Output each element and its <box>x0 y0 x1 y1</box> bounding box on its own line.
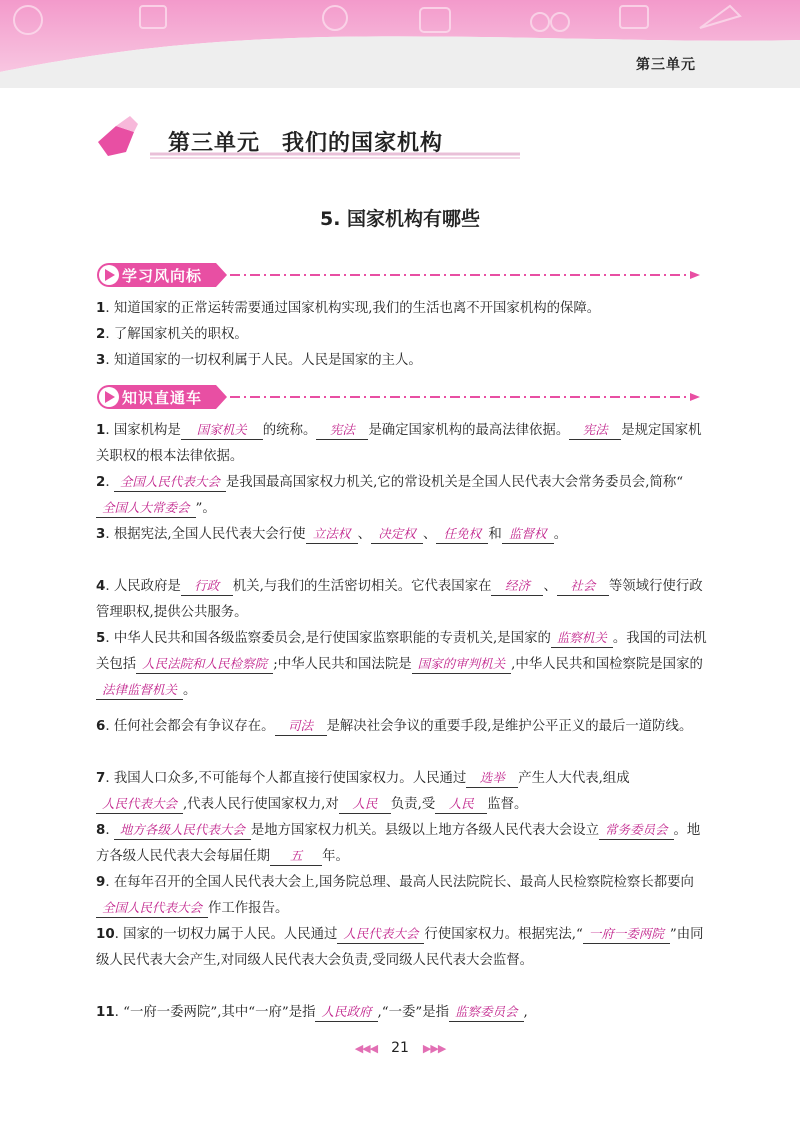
objective-3: 3. 知道国家的一切权利属于人民。人民是国家的主人。 <box>96 353 422 368</box>
unit-title-block <box>90 112 530 162</box>
answer-blank: 五 <box>270 847 322 866</box>
dash-arrow-line <box>230 270 700 280</box>
question-4: 4. 人民政府是 行政 机关,与我们的生活密切相关。它代表国家在 经济 、 社会 等领域行使行政管理职权,提供公共服务。 <box>96 578 703 620</box>
answer-blank: 国家机关 <box>181 421 263 440</box>
answer-blank: 人民法院和人民检察院 <box>136 655 273 674</box>
objective-2: 2. 了解国家机关的职权。 <box>96 327 248 342</box>
section-objectives <box>96 262 708 288</box>
answer-blank: 人民政府 <box>315 1003 377 1022</box>
unit-label: 第三单元 <box>168 131 261 156</box>
answer-blank: 国家的审判机关 <box>412 655 512 674</box>
question-6: 6. 任何社会都会有争议存在。 司法 是解决社会争议的重要手段,是维护公平正义的最后一道防线。 <box>96 718 693 734</box>
answer-blank: 任免权 <box>436 525 488 544</box>
answer-blank: 经济 <box>491 577 543 596</box>
question-3: 3. 根据宪法,全国人民代表大会行使 立法权 、 决定权 、 任免权 和 监督权 。 <box>96 526 568 542</box>
answer-blank: 人民代表大会 <box>96 795 183 814</box>
answer-blank: 选举 <box>466 769 518 788</box>
question-1: 1. 国家机构是 国家机关 的统称。 宪法 是确定国家机构的最高法律依据。 宪法 是规定国家机关职权的根本法律依据。 <box>96 422 702 464</box>
objective-1: 1. 知道国家的正常运转需要通过国家机构实现,我们的生活也离不开国家机构的保障。 <box>96 301 601 316</box>
answer-blank: 监察机关 <box>551 629 613 648</box>
unit-name: 我们的国家机构 <box>282 131 444 156</box>
answer-blank: 行政 <box>181 577 233 596</box>
answer-blank: 监督权 <box>502 525 554 544</box>
section-title: 学习风向标 <box>122 267 203 285</box>
answer-blank: 全国人民代表大会 <box>114 473 226 492</box>
answer-blank: 法律监督机关 <box>96 681 183 700</box>
answer-blank: 司法 <box>275 717 327 736</box>
dash-arrow-line <box>230 392 700 402</box>
next-arrows-icon: ▶▶▶ <box>422 1042 446 1055</box>
answer-blank: 社会 <box>557 577 609 596</box>
answer-blank: 一府一委两院 <box>583 925 670 944</box>
answer-blank: 全国人大常委会 <box>96 499 196 518</box>
page-footer <box>0 1040 800 1056</box>
answer-blank: 人民 <box>435 795 487 814</box>
answer-blank: 人民代表大会 <box>337 925 424 944</box>
answer-blank: 宪法 <box>316 421 368 440</box>
question-10: 10. 国家的一切权力属于人民。人民通过 人民代表大会 行使国家权力。根据宪法,“ 一府一委两院 ”由同级人民代表大会产生,对同级人民代表大会负责,受同级人民代表大会监督。 <box>96 926 704 968</box>
question-7: 7. 我国人口众多,不可能每个人都直接行使国家权力。人民通过 选举 产生人大代表,组成人民代表大会 ,代表人民行使国家权力,对 人民 负责,受 人民 监督。 <box>96 770 630 812</box>
question-11: 11. “一府一委两院”,其中“一府”是指 人民政府 ,“一委”是指 监察委员会 , <box>96 1004 528 1020</box>
answer-blank: 全国人民代表大会 <box>96 899 208 918</box>
answer-blank: 地方各级人民代表大会 <box>114 821 251 840</box>
answer-blank: 常务委员会 <box>599 821 674 840</box>
answer-blank: 决定权 <box>371 525 423 544</box>
section-knowledge <box>96 384 708 410</box>
question-8: 8. 地方各级人民代表大会 是地方国家权力机关。县级以上地方各级人民代表大会设立 常务委员会 。地方各级人民代表大会每届任期 五 年。 <box>96 822 701 864</box>
answer-blank: 宪法 <box>569 421 621 440</box>
section-title: 知识直通车 <box>122 389 203 407</box>
header-banner <box>0 0 800 88</box>
answer-blank: 立法权 <box>306 525 358 544</box>
prev-arrows-icon: ◀◀◀ <box>354 1042 378 1055</box>
question-5: 5. 中华人民共和国各级监察委员会,是行使国家监察职能的专责机关,是国家的 监察机关 。我国的司法机关包括 人民法院和人民检察院 ;中华人民共和国法院是 国家的审判机关 ,中华人民共和国检察院是国家的法律监督机关 。 <box>96 630 707 698</box>
unit-title <box>168 126 443 157</box>
lesson-title: 5. 国家机构有哪些 <box>319 208 481 230</box>
answer-blank: 监察委员会 <box>449 1003 524 1022</box>
question-9: 9. 在每年召开的全国人民代表大会上,国务院总理、最高人民法院院长、最高人民检察院检察长都要向全国人民代表大会 作工作报告。 <box>96 875 694 916</box>
unit-header-tag: 第三单元 <box>636 57 696 73</box>
page-number: 21 <box>391 1040 409 1056</box>
question-2: 2. 全国人民代表大会 是我国最高国家权力机关,它的常设机关是全国人民代表大会常务委员会,简称“全国人大常委会 ”。 <box>96 474 684 516</box>
answer-blank: 人民 <box>339 795 391 814</box>
